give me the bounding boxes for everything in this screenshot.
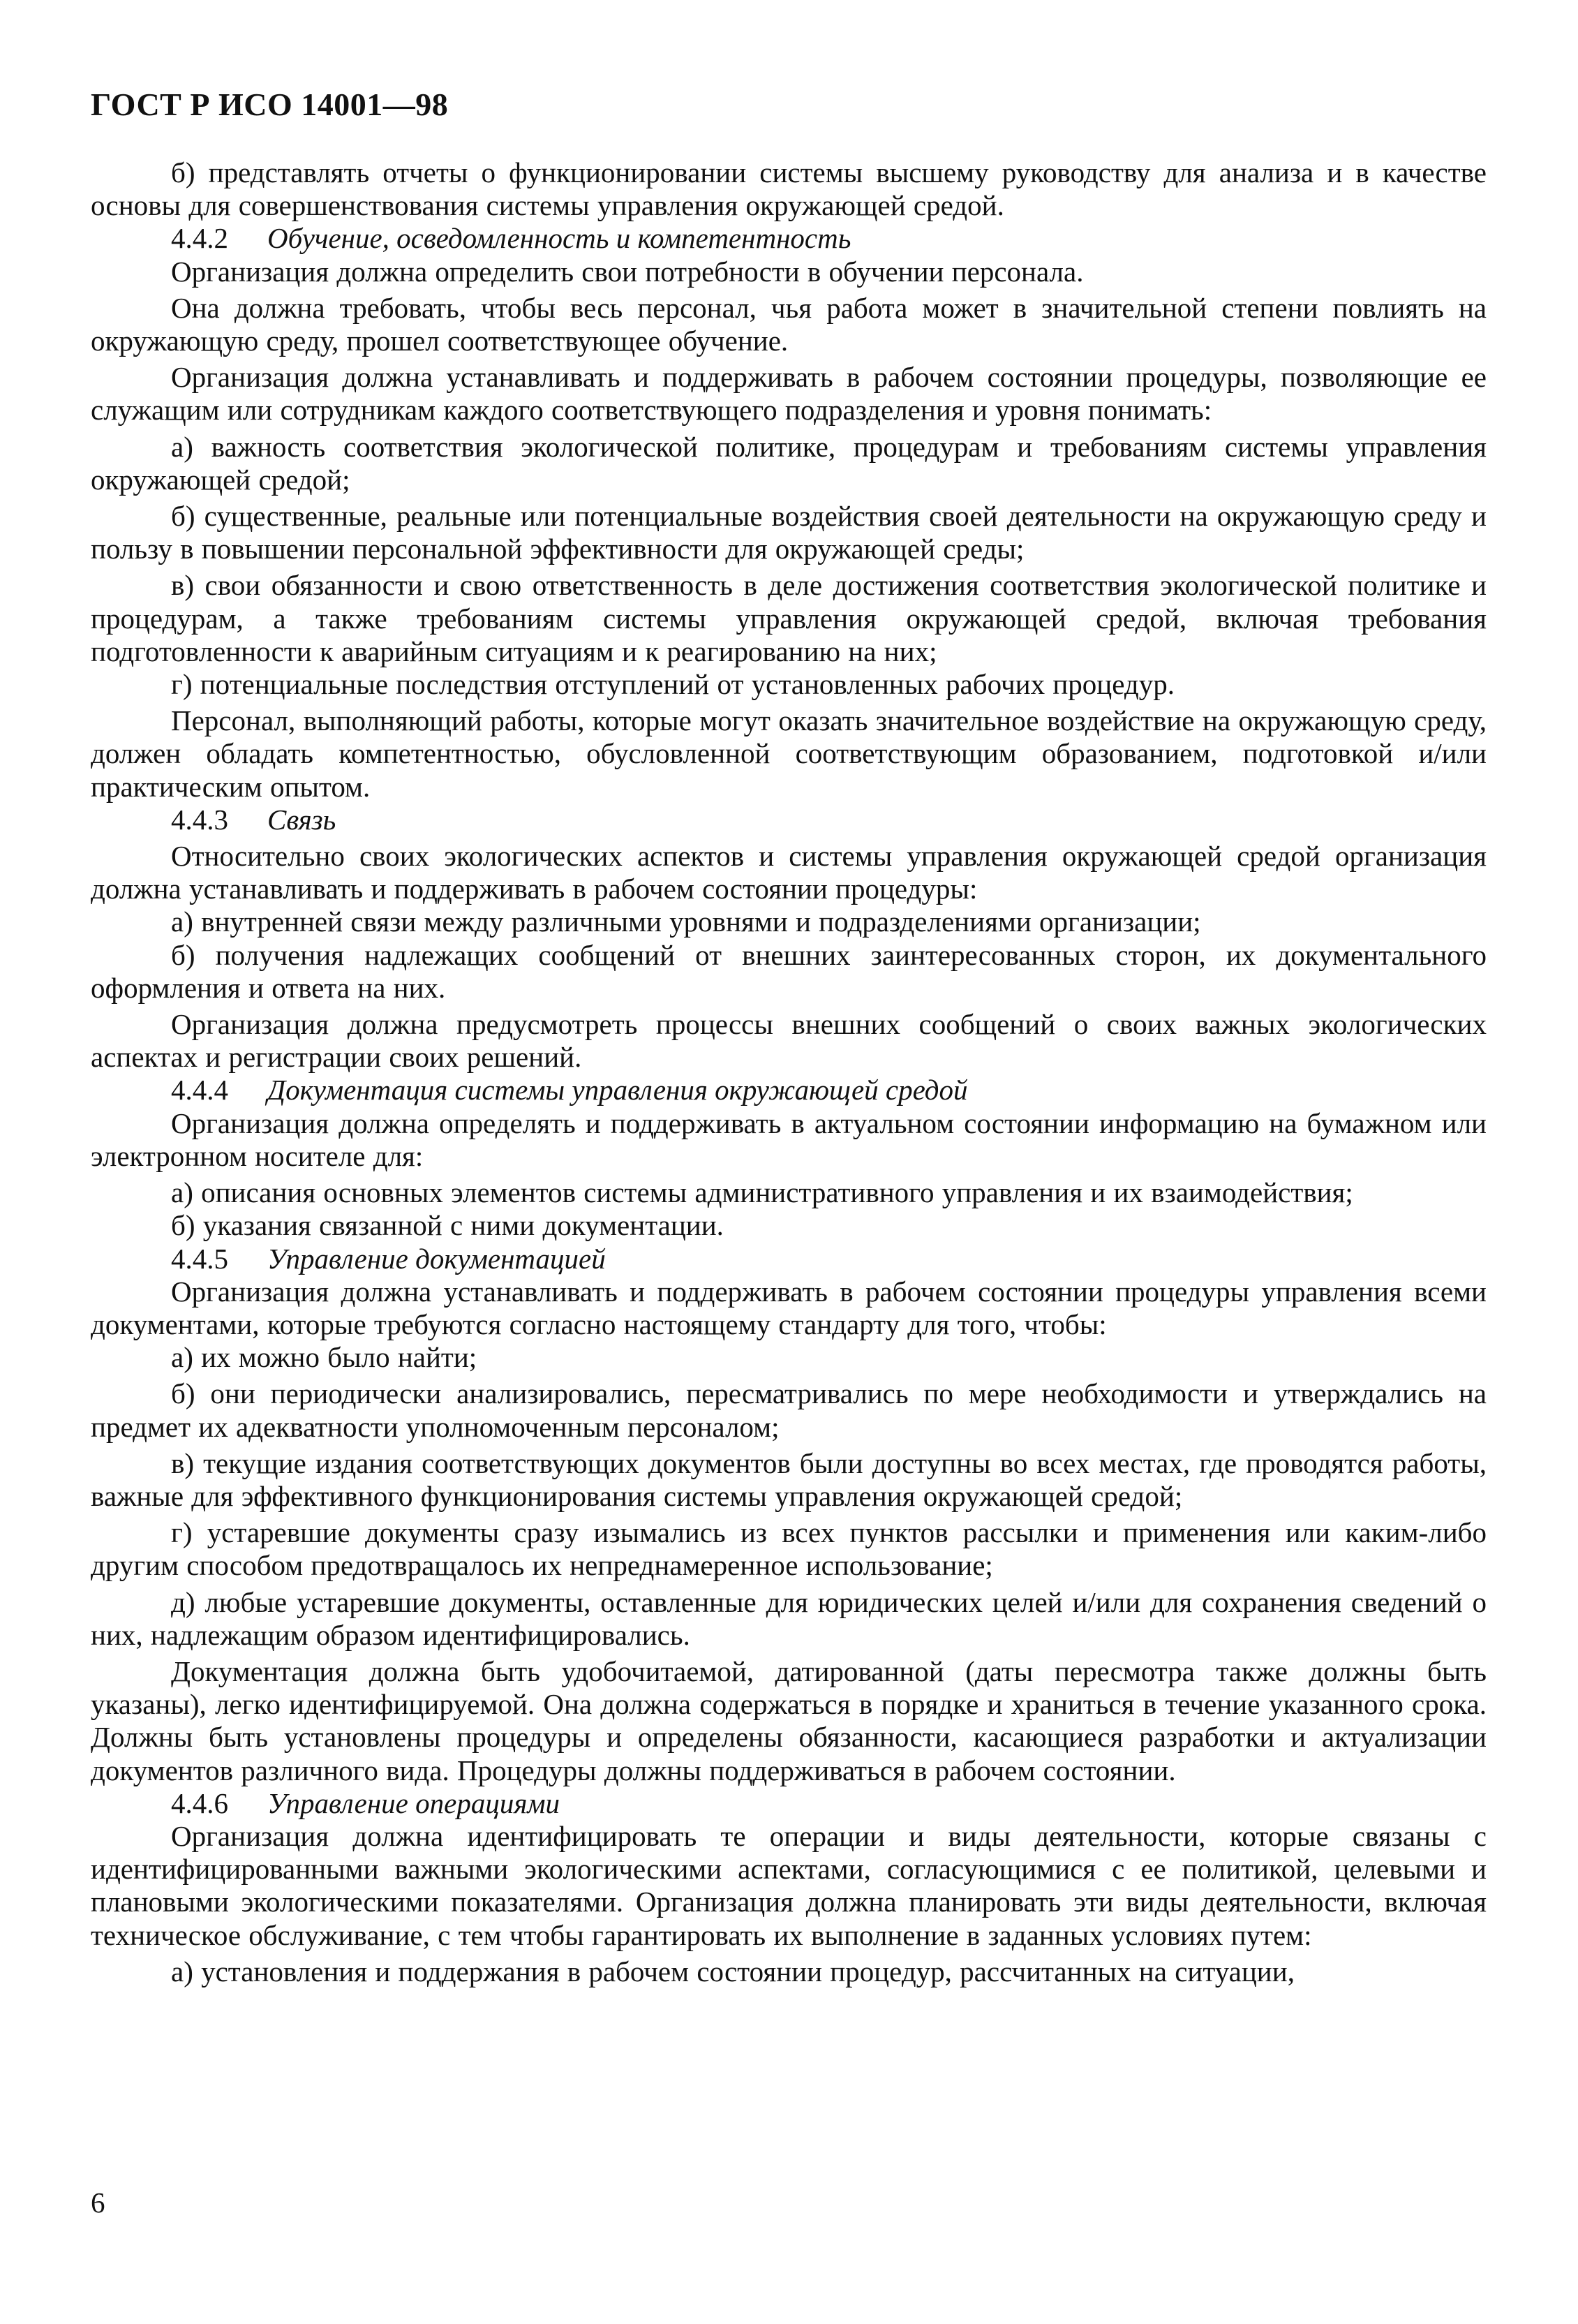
list-item: б) получения надлежащих сообщений от внешних заинтересованных сторон, их документального оформления и ответа на них. [91,938,1487,1004]
section-heading-4-4-3 [91,804,1487,836]
paragraph: Организация должна определять и поддерживать в актуальном состоянии информацию на бумажном или электронном носителе для: [91,1107,1487,1172]
list-item: г) потенциальные последствия отступлений от установленных рабочих процедур. [171,668,1175,701]
list-item: а) важность соответствия экологической политике, процедурам и требованиям системы управления окружающей средой; [91,430,1487,496]
section-title: Связь [267,803,336,836]
paragraph: Организация должна идентифицировать те операции и виды деятельности, которые связаны с идентифицированными важными экологическими аспектами, согласующимися с ее политикой, целевыми и плановыми экологическими показателями. Организация должна планировать эти виды деятельности, включая техническое обслуживание, с тем чтобы гарантировать их выполнение в заданных условиях путем: [91,1819,1487,1951]
page-number: 6 [91,2186,105,2219]
section-heading-4-4-6 [91,1787,1487,1820]
list-item: б) они периодически анализировались, пересматривались по мере необходимости и утверждались на предмет их адекватности уполномоченным персоналом; [91,1377,1487,1443]
section-number: 4.4.6 [171,1786,228,1819]
section-title: Документация системы управления окружающей средой [267,1074,968,1107]
page-header: ГОСТ Р ИСО 14001—98 [91,87,449,122]
section-number: 4.4.2 [171,222,228,255]
paragraph: Организация должна определить свои потребности в обучении персонала. [171,255,1084,288]
section-number: 4.4.3 [171,803,228,836]
list-item: а) установления и поддержания в рабочем состоянии процедур, рассчитанных на ситуации, [171,1955,1295,1988]
paragraph: Документация должна быть удобочитаемой, датированной (даты пересмотра также должны быть указаны), легко идентифицируемой. Она должна содержаться в порядке и храниться в течение указанного срока. Должны быть установлены процедуры и определены обязанности, касающиеся разработки и актуализации документов различного вида. Процедуры должны поддерживаться в рабочем состоянии. [91,1655,1487,1786]
section-heading-4-4-4 [91,1074,1487,1107]
paragraph: Она должна требовать, чтобы весь персонал, чья работа может в значительной степени повлиять на окружающую среду, прошел соответствующее обучение. [91,291,1487,357]
list-item: а) их можно было найти; [171,1341,477,1374]
document-body [91,156,1487,1988]
section-title: Обучение, осведомленность и компетентность [267,222,851,255]
paragraph: Организация должна устанавливать и поддерживать в рабочем состоянии процедуры, позволяющие ее служащим или сотрудникам каждого соответствующего подразделения и уровня понимать: [91,361,1487,427]
list-item: а) описания основных элементов системы административного управления и их взаимодействия; [171,1176,1353,1209]
list-item: б) указания связанной с ними документации. [171,1209,724,1242]
section-heading-4-4-5 [91,1243,1487,1275]
paragraph: Относительно своих экологических аспектов и системы управления окружающей средой организация должна устанавливать и поддерживать в рабочем состоянии процедуры: [91,840,1487,905]
section-number: 4.4.4 [171,1074,228,1107]
list-item: б) существенные, реальные или потенциальные воздействия своей деятельности на окружающую среду и пользу в повышении персональной эффективности для окружающей среды; [91,500,1487,565]
paragraph: Персонал, выполняющий работы, которые могут оказать значительное воздействие на окружающую среду, должен обладать компетентностью, обусловленной соответствующим образованием, подготовкой и/или практическим опытом. [91,704,1487,803]
section-heading-4-4-2 [91,222,1487,255]
section-number: 4.4.5 [171,1242,228,1275]
paragraph: Организация должна предусмотреть процессы внешних сообщений о своих важных экологических аспектах и регистрации своих решений. [91,1008,1487,1074]
document-page [91,84,1487,1988]
list-item: в) свои обязанности и свою ответственность в деле достижения соответствия экологической политике и процедурам, а также требованиям системы управления окружающей средой, включая требования подготовленности к аварийным ситуациям и к реагированию на них; [91,569,1487,667]
list-item: а) внутренней связи между различными уровнями и подразделениями организации; [171,905,1201,938]
paragraph: б) представлять отчеты о функционировании системы высшему руководству для анализа и в качестве основы для совершенствования системы управления окружающей средой. [91,156,1487,222]
section-title: Управление документацией [267,1242,606,1275]
list-item: д) любые устаревшие документы, оставленные для юридических целей и/или для сохранения сведений о них, надлежащим образом идентифицировались. [91,1585,1487,1651]
paragraph: Организация должна устанавливать и поддерживать в рабочем состоянии процедуры управления всеми документами, которые требуются согласно настоящему стандарту для того, чтобы: [91,1275,1487,1340]
list-item: г) устаревшие документы сразу изымались из всех пунктов рассылки и применения или каким-либо другим способом предотвращалось их непреднамеренное использование; [91,1516,1487,1582]
list-item: в) текущие издания соответствующих документов были доступны во всех местах, где проводятся работы, важные для эффективного функционирования системы управления окружающей средой; [91,1446,1487,1512]
section-title: Управление операциями [267,1786,560,1819]
